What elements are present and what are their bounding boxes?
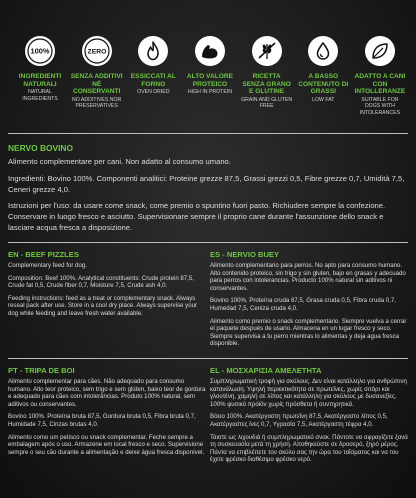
section-paragraph: Istruzioni per l'uso: da usare come snack, come premio o spuntino fuori pasto. Richiudere sempre la confezione. Conservare in luogo fresco e asciutto. Supervisionare sempre il proprio cane durante l'assunzione dello snack e lasciare acqua fresca a disposizione. — [8, 201, 386, 232]
feature-grain-free — [241, 36, 293, 116]
section-paragraph: Bovino 100%. Proteína cruda 87,5, Grasa cruda 0,5, Fibra cruda 0,7, Humedad 7,5, Ceniza cruda 4,0. — [210, 297, 396, 312]
section-paragraph: Complementary feed for dog. — [8, 262, 87, 269]
section-title: PT - TRIPA DE BOI — [8, 366, 75, 375]
section-paragraph: Alimento como um petisco ou snack complementar. Feche sempre a embalagem após o uso. Armazene em local fresco e seco. Supervisione sempre o seu cão durante a alimentação e deixe água fresca disponível. — [8, 433, 205, 456]
section-paragraph: Alimento como premio o snack complementario. Siempre vuelva a cerrar el paquete después de usarlo. Almacena en un lugar fresco y seco. Siempre supervisa a tu perro mientras lo alimentas y deja agua fresca disponible. — [210, 317, 407, 348]
feature-intolerances — [354, 36, 406, 116]
leaf-icon — [365, 36, 395, 66]
divider-lower — [8, 358, 408, 359]
feature-subtitle: NATURAL INGREDIENTS — [22, 89, 58, 102]
feature-natural — [14, 36, 66, 116]
section-paragraph: Ingredienti: Bovino 100%. Componenti analitici: Proteine grezze 87,5, Grassi grezzi 0,5, Fibre grezze 0,7, Umidità 7,5, Ceneri grezze 4,0. — [8, 173, 405, 194]
feature-subtitle: OVEN DRIED — [137, 89, 170, 96]
muscle-icon — [195, 36, 225, 66]
section-el — [210, 366, 408, 464]
zero-additives-icon — [82, 36, 112, 66]
section-paragraph: Τάιστε ως λιχουδιά ή συμπληρωματικό σνακ. Πάντοτε να σφραγίζετε ξανά τη συσκευασία μετά τη χρήση. Αποθηκεύστε σε δροσερό, ξηρό μέρος. Πάντα να επιβλέπετε τον σκύλο σας την ώρα του ταΐσματος και να του έχετε φρέσκο διαθέσιμο φρέσκο νερό. — [210, 433, 408, 464]
section-paragraph: Feeding instructions: feed as a treat or complementary snack. Always reseal pack after use. Store in a cool dry place. Always supervise your dog while feeding and leave fresh water available. — [8, 294, 197, 317]
section-paragraph: Alimento complementar para cães. Não adequado para consumo humano. Alto teor proteico, sem trigo e sem glúten, baixo teor de gordura e adequado para cães com intolerâncias. Produto 100% natural, sem aditivos ou conservantes. — [8, 378, 206, 408]
section-title: NERVO BOVINO — [8, 143, 73, 153]
natural-100-icon — [25, 36, 55, 66]
feature-subtitle: GRAIN AND GLUTEN FREE — [241, 96, 293, 110]
section-paragraph: Alimento complementario para perros. No apto para consumo humano. Alto contenido proteico, sin trigo y sin gluten, bajo en grasas y adecuado para perros con intolerancias. Producto 100% natural sin aditivos ni conservantes. — [210, 262, 406, 292]
feature-title: RICETTA SENZA GRANO E GLUTINE — [242, 73, 291, 96]
divider-top — [8, 133, 408, 134]
feature-no-additives — [71, 36, 123, 116]
section-es — [210, 250, 408, 348]
feature-subtitle: LOW FAT — [312, 96, 335, 103]
section-title: EN - BEEF PIZZLES — [8, 250, 79, 259]
divider-middle — [8, 242, 408, 243]
section-paragraph: Bovino 100%. Proteína bruta 87,5, Gordura bruta 0,5, Fibra bruta 0,7, Humidade 7,5, Cinzas brutas 4,0. — [8, 413, 196, 428]
section-title: ES - NERVIO BUEY — [210, 250, 280, 259]
section-paragraph: Alimento complementare per cani. Non adatto al consumo umano. — [8, 157, 231, 166]
feature-title: ESSICCATI AL FORNO — [130, 73, 176, 88]
feature-title: SENZA ADDITIVI NÉ CONSERVANTI — [70, 73, 123, 96]
section-paragraph: Βόειο 100%. Ακατέργαστη πρωτεΐνη 87,5, Ακατέργαστο λίπος 0,5, Ακατέργαστες ίνες 0,7, Υγρασία 7,5, Ακατέργαστη τέφρα 4,0. — [210, 413, 388, 428]
section-it — [8, 143, 406, 234]
low-fat-icon — [308, 36, 338, 66]
feature-oven-dried — [127, 36, 179, 116]
section-pt — [8, 366, 208, 456]
feature-title: A BASSO CONTENUTO DI GRASSI — [298, 73, 349, 96]
feature-low-fat — [297, 36, 349, 116]
feature-title: INGREDIENTI NATURALI — [18, 73, 62, 88]
badge-text-100: 100% — [30, 46, 50, 56]
no-grain-icon — [252, 36, 282, 66]
section-en — [8, 250, 208, 318]
flame-icon — [138, 36, 168, 66]
feature-high-protein — [184, 36, 236, 116]
feature-title: ADATTO A CANI CON INTOLLERANZE — [354, 73, 406, 96]
feature-subtitle: HIGH IN PROTEIN — [187, 89, 233, 96]
feature-subtitle: SUITABLE FOR DOGS WITH INTOLERANCES — [359, 96, 401, 116]
badge-text-zero: ZERO — [87, 48, 107, 56]
feature-subtitle: NO ADDITIVES NOR PRESERVATIVES — [72, 96, 122, 110]
feature-title: ALTO VALORE PROTEICO — [186, 73, 234, 88]
feature-icon-bar — [14, 36, 406, 116]
section-title: EL - ΜΟΣΧΑΡΙΣΙΑ ΑΜΕΛΕΤΗΤΑ — [210, 366, 322, 375]
section-paragraph: Composition: Beef 100%. Analytical constituents: Crude protein 87,5, Crude fat 0,5, Crude fiber 0,7, Moisture 7,5, Crude ash 4,0. — [8, 274, 194, 290]
section-paragraph: Συμπληρωματική τροφή για σκύλους. Δεν είναι κατάλληλο για ανθρώπινη κατανάλωση. Υψηλή περιεκτικότητα σε πρωτεΐνες, χωρίς σιτάρι και γλουτένη, χαμηλή σε λίπος και κατάλληλη για σκύλους με δυσανεξίες. 100% φυσικό προϊόν χωρίς πρόσθετα ή συντηρητικά. — [210, 378, 407, 408]
